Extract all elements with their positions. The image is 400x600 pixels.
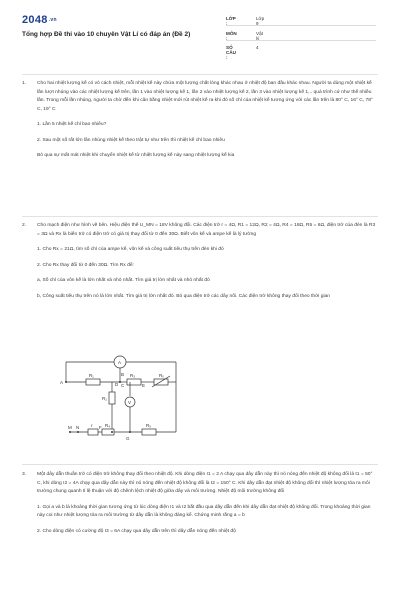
sub-question: 1. Cho Rx = 21Ω, tìm số chỉ của ampe kế, vôn kế và công suất tiêu thụ trên đèn khi đó: [37, 247, 224, 252]
node-label-f: F: [99, 425, 102, 430]
resistor-r1: [86, 379, 100, 385]
question-note: Bỏ qua sự mất mát nhiệt khi chuyển nhiệt kế từ nhiệt lượng kế này sang nhiệt lượng kế kia: [37, 153, 235, 158]
node-label-g: G: [126, 436, 130, 441]
sub-question: 2. Cho Rx thay đổi từ 0 đến 30Ω. Tìm Rx để:: [37, 262, 134, 268]
resistor-label-r: r: [91, 423, 93, 428]
terminal-m: [69, 431, 71, 433]
question-text: Một dây dẫn thuần trở có điện trở không thay đổi theo nhiệt độ. Khi dòng điện I1 = 2 A chạy qua dây dẫn này thì nó nóng đến nhiệt độ không đổi là t1 = 50° C, khi dòng I2 = 4A chạy qua dây dẫn này thì nó nóng đến nhiệt độ không đổi là t2 = 150° C. Khi dây dẫn đạt nhiệt độ không đổi thì nhiệt lượng tỏa ra môi trường chung quanh tỉ lệ thuận với độ chênh lệch nhiệt độ giữa dây và môi trường. Nhiệt độ môi trường không đổi: [37, 472, 373, 494]
ammeter-label: A: [118, 360, 122, 365]
meta-count-value: 4: [256, 45, 259, 50]
question-body: [37, 471, 377, 536]
resistor-r: [88, 429, 98, 435]
node: [129, 431, 131, 433]
terminal-n: [77, 431, 79, 433]
circuit-diagram: [60, 352, 180, 452]
node-label-b: B: [121, 372, 125, 377]
resistor-label-r5: R₅: [146, 423, 152, 428]
sub-question: b, Công suất tiêu thụ trên nó là lớn nhất. Tìm giá trị lớn nhất đó. Bỏ qua điện trở các dây nối. Các điện trở không thay đổi theo thời gian: [37, 293, 330, 299]
site-logo[interactable]: [22, 14, 57, 26]
logo-text: 2048: [22, 14, 48, 26]
sub-question: 2. Sau một số rất lớn lần nhúng nhiệt kế theo trật tự như trên thì nhiệt kế chỉ bao nhiêu: [37, 137, 225, 143]
resistor-label-r4: R₄: [105, 423, 111, 428]
node-label-m: M: [68, 425, 72, 430]
node-label-n: N: [76, 425, 80, 430]
resistor-r5: [142, 429, 156, 435]
sub-question: a, Số chỉ của vôn kế là lớn nhất và nhỏ nhất. Tìm giá trị lớn nhất và nhỏ nhất đó: [37, 278, 210, 283]
lamp-r3: [127, 379, 141, 385]
logo-tld: .vn: [48, 17, 57, 24]
resistor-label-r3: R₃: [130, 373, 136, 378]
question-number: 3.: [22, 472, 27, 477]
node-label-a: A: [60, 380, 64, 385]
question-body: [37, 80, 377, 161]
page-header: [0, 0, 400, 62]
meta-count-label: SỐ CÂU :: [226, 45, 236, 60]
meta-subject-label: MÔN :: [226, 31, 237, 41]
resistor-label-rx: Rₓ: [159, 373, 164, 378]
divider: [22, 74, 378, 75]
document-title: Tổng hợp Đề thi vào 10 chuyên Vật Lí có đáp án (Đề 2): [22, 31, 191, 38]
meta-subject-value: Vật lý: [256, 31, 263, 41]
question-number: 2.: [22, 223, 27, 228]
question-body: [37, 222, 377, 301]
node-label-c: C: [121, 383, 125, 388]
divider: [22, 216, 378, 217]
question-number: 1.: [22, 81, 27, 86]
node-label-d: D: [115, 382, 119, 387]
node: [65, 381, 67, 383]
sub-question: 2. Cho dòng điện có cường độ I3 = 6A chạy qua dây dẫn trên thì dây dẫn nóng đến nhiệt độ: [37, 528, 236, 534]
resistor-label-r2: R₂: [102, 396, 107, 401]
meta-class-value: Lớp 9: [256, 16, 265, 26]
resistor-r2: [109, 392, 115, 404]
sub-question: 1. Lần 5 nhiệt kế chỉ bao nhiêu?: [37, 122, 107, 127]
sub-question: 1. Gọi a và b là khoảng thời gian tương ứng từ lúc dòng điện I1 và I2 bắt đầu qua dây dẫn đến khi dây dẫn đạt nhiệt độ không đổi. Trong khoảng thời gian này coi như nhiệt lượng tỏa ra môi trường từ dây dẫn là không đáng kể. Chứng minh rằng a = b: [37, 504, 371, 518]
voltmeter-label: V: [128, 400, 132, 405]
resistor-label-r1: R₁: [89, 373, 94, 378]
meta-divider: [226, 25, 376, 26]
divider: [22, 464, 378, 465]
question-text: Cho hai nhiệt lượng kế có vỏ cách nhiệt, mỗi nhiệt kế này chứa một lượng chất lỏng khác nhau ở nhiệt độ ban đầu khác nhau. Người ta dùng một nhiệt kế lần lượt nhúng vào các nhiệt lượng kế trên, lần 1 vào nhiệt lượng kế 1, lần 2 vào nhiệt lượng kế 2, lần 3 vào nhiệt lượng kế 1,.. quá trình cứ như thế nhiều lần. Trong mỗi lần nhúng, người ta chờ đến khi cân bằng nhiệt mới rút nhiệt kế ra khi đó số chỉ của nhiệt kế tương ứng với các lần trên là 80° C, 16° C, 78° C, 19° C: [37, 81, 373, 112]
meta-divider: [226, 40, 376, 41]
node-label-e: E: [142, 383, 146, 388]
question-text: Cho mạch điện như hình vẽ bên. Hiệu điện thế U_MN = 18V không đổi. Các điện trở r = 4Ω, R1 = 12Ω, R2 = 4Ω, R4 = 18Ω, R5 = 6Ω, điện trở của đèn là R3 = 3Ω và Rx là biến trở có điện trở có giá trị thay đổi từ 0 đến 30Ω. Biết vôn kế và ampe kế là lý tưởng: [37, 223, 376, 237]
meta-class-label: LỚP :: [226, 16, 236, 26]
node: [111, 431, 113, 433]
